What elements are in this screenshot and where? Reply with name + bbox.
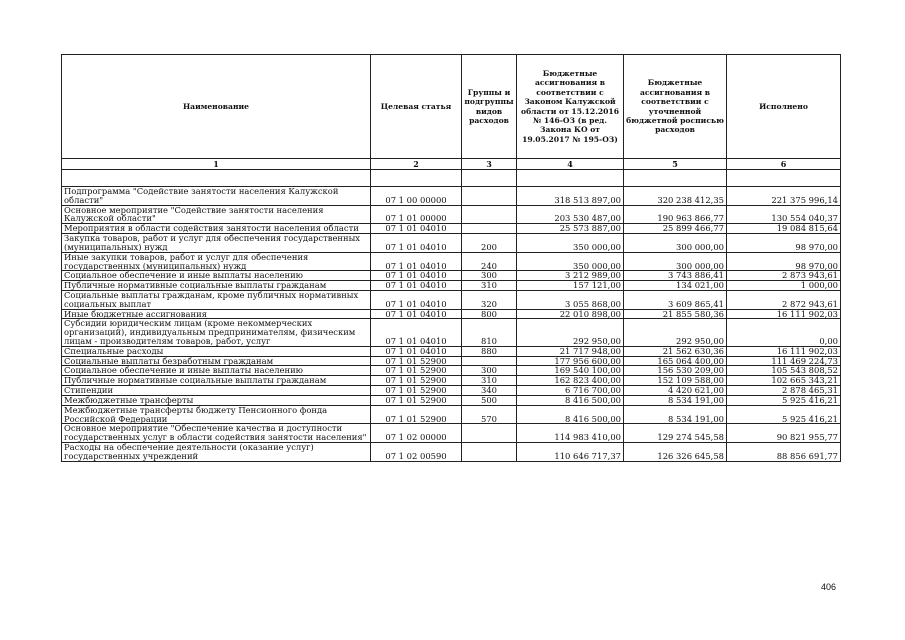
row-expense-group [462,187,517,206]
row-target-article: 07 1 01 04010 [371,224,462,234]
row-expense-group: 810 [462,319,517,346]
header-law-allocations: Бюджетные ассигнования в соответствии с Законом Калужской области от 15.12.2016 № 146-ОЗ (в ред. Закона КО от 19.05.2017 № 195-ОЗ) [517,55,624,159]
row-law-allocation: 292 950,00 [517,319,624,346]
column-number: 6 [727,159,841,170]
row-target-article: 07 1 01 04010 [371,309,462,319]
row-executed: 98 970,00 [727,234,841,253]
table-body [62,170,841,462]
row-law-allocation: 203 530 487,00 [517,205,624,224]
header-expense-groups: Группы и подгруппы видов расходов [462,55,517,159]
row-revised-allocation: 3 609 865,41 [624,290,727,309]
table-row [62,346,841,356]
row-expense-group: 570 [462,405,517,424]
row-target-article: 07 1 00 00000 [371,187,462,206]
table-row [62,281,841,291]
table-row [62,424,841,443]
row-name: Иные закупки товаров, работ и услуг для обеспечения государственных (муниципальных) нужд [62,252,371,271]
row-name: Публичные нормативные социальные выплаты гражданам [62,376,371,386]
row-expense-group [462,424,517,443]
row-expense-group: 800 [462,309,517,319]
column-number: 1 [62,159,371,170]
row-revised-allocation: 21 562 630,36 [624,346,727,356]
row-target-article: 07 1 01 52900 [371,376,462,386]
row-expense-group: 500 [462,395,517,405]
table-row [62,386,841,396]
row-law-allocation: 25 573 887,00 [517,224,624,234]
row-expense-group: 310 [462,376,517,386]
table-row [62,187,841,206]
row-revised-allocation: 320 238 412,35 [624,187,727,206]
row-revised-allocation: 4 420 621,00 [624,386,727,396]
row-executed: 88 856 691,77 [727,442,841,461]
row-executed: 105 543 808,52 [727,366,841,376]
row-executed: 5 925 416,21 [727,405,841,424]
row-target-article: 07 1 01 52900 [371,405,462,424]
row-revised-allocation: 21 855 580,36 [624,309,727,319]
column-number: 3 [462,159,517,170]
row-revised-allocation: 300 000,00 [624,234,727,253]
row-revised-allocation: 8 534 191,00 [624,395,727,405]
row-executed: 1 000,00 [727,281,841,291]
row-revised-allocation: 292 950,00 [624,319,727,346]
row-target-article: 07 1 01 52900 [371,366,462,376]
row-target-article: 07 1 01 52900 [371,356,462,366]
row-law-allocation: 8 416 500,00 [517,405,624,424]
row-law-allocation: 114 983 410,00 [517,424,624,443]
row-expense-group: 300 [462,366,517,376]
page-number: 406 [821,582,837,592]
row-name: Закупка товаров, работ и услуг для обеспечения государственных (муниципальных) нужд [62,234,371,253]
column-number: 5 [624,159,727,170]
column-number-row [62,159,841,170]
row-revised-allocation: 3 743 886,41 [624,271,727,281]
table-row [62,234,841,253]
header-target-article: Целевая статья [371,55,462,159]
row-name: Основное мероприятие "Обеспечение качества и доступности государственных услуг в области содействия занятости населения" [62,424,371,443]
row-name: Межбюджетные трансферты [62,395,371,405]
row-revised-allocation: 25 899 466,77 [624,224,727,234]
row-executed: 111 469 224,73 [727,356,841,366]
row-target-article: 07 1 01 04010 [371,319,462,346]
row-revised-allocation: 152 109 588,00 [624,376,727,386]
row-name: Основное мероприятие "Содействие занятости населения Калужской области" [62,205,371,224]
row-target-article: 07 1 01 04010 [371,346,462,356]
row-revised-allocation: 156 530 209,00 [624,366,727,376]
row-executed: 5 925 416,21 [727,395,841,405]
row-law-allocation: 8 416 500,00 [517,395,624,405]
row-executed: 130 554 040,37 [727,205,841,224]
row-expense-group [462,205,517,224]
row-revised-allocation: 129 274 545,58 [624,424,727,443]
row-name: Социальное обеспечение и иные выплаты населению [62,366,371,376]
spacer-row [62,170,841,187]
row-expense-group: 880 [462,346,517,356]
row-revised-allocation: 8 534 191,00 [624,405,727,424]
row-name: Иные бюджетные ассигнования [62,309,371,319]
row-target-article: 07 1 02 00590 [371,442,462,461]
row-name: Подпрограмма "Содействие занятости населения Калужской области" [62,187,371,206]
row-law-allocation: 169 540 100,00 [517,366,624,376]
table-row [62,319,841,346]
budget-execution-table [61,54,841,462]
row-executed: 19 084 815,64 [727,224,841,234]
row-executed: 2 878 465,31 [727,386,841,396]
row-executed: 98 970,00 [727,252,841,271]
row-revised-allocation: 190 963 866,77 [624,205,727,224]
row-name: Субсидии юридическим лицам (кроме некоммерческих организаций), индивидуальным предпринимателям, физическим лицам - производителям товаров, работ, услуг [62,319,371,346]
table-row [62,395,841,405]
row-law-allocation: 3 055 868,00 [517,290,624,309]
row-name: Социальные выплаты гражданам, кроме публичных нормативных социальных выплат [62,290,371,309]
row-target-article: 07 1 02 00000 [371,424,462,443]
row-law-allocation: 162 823 400,00 [517,376,624,386]
row-revised-allocation: 300 000,00 [624,252,727,271]
row-expense-group [462,224,517,234]
row-name: Публичные нормативные социальные выплаты гражданам [62,281,371,291]
row-law-allocation: 350 000,00 [517,252,624,271]
row-name: Стипендии [62,386,371,396]
row-revised-allocation: 134 021,00 [624,281,727,291]
row-law-allocation: 3 212 989,00 [517,271,624,281]
header-row [62,55,841,159]
column-number: 4 [517,159,624,170]
row-target-article: 07 1 01 52900 [371,386,462,396]
row-name: Расходы на обеспечение деятельности (оказание услуг) государственных учреждений [62,442,371,461]
table-row [62,252,841,271]
row-law-allocation: 22 010 898,00 [517,309,624,319]
row-executed: 2 873 943,61 [727,271,841,281]
row-target-article: 07 1 01 04010 [371,252,462,271]
row-expense-group: 310 [462,281,517,291]
row-target-article: 07 1 01 52900 [371,395,462,405]
row-executed: 0,00 [727,319,841,346]
row-law-allocation: 318 513 897,00 [517,187,624,206]
row-expense-group: 340 [462,386,517,396]
row-law-allocation: 157 121,00 [517,281,624,291]
row-expense-group: 320 [462,290,517,309]
row-law-allocation: 177 956 600,00 [517,356,624,366]
row-law-allocation: 21 717 948,00 [517,346,624,356]
row-target-article: 07 1 01 04010 [371,271,462,281]
header-name: Наименование [62,55,371,159]
header-revised-allocations: Бюджетные ассигнования в соответствии с уточненной бюджетной росписью расходов [624,55,727,159]
row-executed: 102 665 343,21 [727,376,841,386]
table-row [62,442,841,461]
row-name: Социальные выплаты безработным гражданам [62,356,371,366]
row-law-allocation: 6 716 700,00 [517,386,624,396]
row-expense-group: 200 [462,234,517,253]
row-name: Мероприятия в области содействия занятости населения области [62,224,371,234]
row-target-article: 07 1 01 04010 [371,281,462,291]
row-law-allocation: 110 646 717,37 [517,442,624,461]
row-expense-group [462,442,517,461]
column-number: 2 [371,159,462,170]
table-row [62,205,841,224]
row-revised-allocation: 126 326 645,58 [624,442,727,461]
row-executed: 16 111 902,03 [727,309,841,319]
row-target-article: 07 1 01 04010 [371,234,462,253]
row-executed: 90 821 955,77 [727,424,841,443]
table-row [62,405,841,424]
row-executed: 2 872 943,61 [727,290,841,309]
row-name: Социальное обеспечение и иные выплаты населению [62,271,371,281]
row-target-article: 07 1 01 04010 [371,290,462,309]
row-executed: 16 111 902,03 [727,346,841,356]
row-name: Специальные расходы [62,346,371,356]
row-law-allocation: 350 000,00 [517,234,624,253]
row-revised-allocation: 165 064 400,00 [624,356,727,366]
row-expense-group: 300 [462,271,517,281]
header-executed: Исполнено [727,55,841,159]
row-expense-group: 240 [462,252,517,271]
row-name: Межбюджетные трансферты бюджету Пенсионного фонда Российской Федерации [62,405,371,424]
row-executed: 221 375 996,14 [727,187,841,206]
table-row [62,290,841,309]
row-target-article: 07 1 01 00000 [371,205,462,224]
